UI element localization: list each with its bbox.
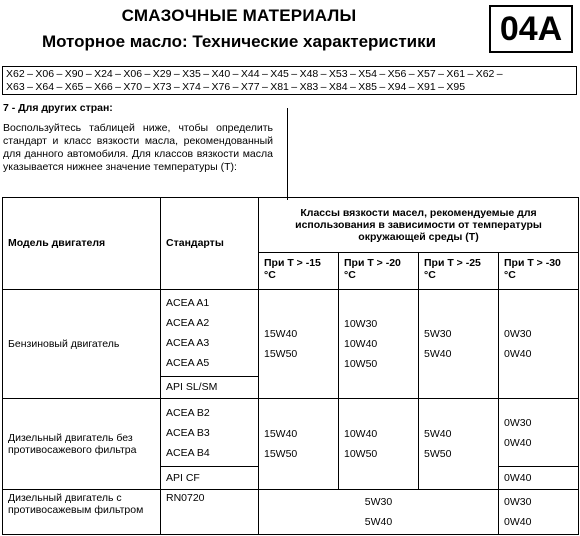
row-petrol-api: API SL/SM	[161, 376, 259, 398]
vehicle-models-list	[2, 66, 577, 95]
row-diesel-nodpf-t30: 0W30 0W40	[499, 398, 579, 467]
header-classes: Классы вязкости масел, рекомендуемые для использования в зависимости от температуры окружающей среды (T)	[259, 198, 579, 253]
row-diesel-dpf-model: Дизельный двигатель с противосажевым фильтром	[3, 489, 161, 534]
section-intro: Воспользуйтесь таблицей ниже, чтобы определить стандарт и класс вязкости масла, рекомендованный для данного автомобиля. Для классов вязкости масла указывается нижнее значение температуры (T):	[3, 122, 273, 173]
row-petrol-t15: 15W40 15W50	[259, 289, 339, 398]
header-temp-30: При T > -30 °C	[499, 253, 579, 289]
callout-line	[287, 108, 288, 200]
row-petrol-t30: 0W30 0W40	[499, 289, 579, 398]
header-model: Модель двигателя	[3, 198, 161, 290]
viscosity-table	[2, 197, 579, 535]
row-petrol-t20: 10W30 10W40 10W50	[339, 289, 419, 398]
header-temp-15: При T > -15 °C	[259, 253, 339, 289]
row-diesel-nodpf-t15: 15W40 15W50	[259, 398, 339, 489]
row-diesel-dpf-temps: 5W30 5W40	[259, 489, 499, 534]
row-diesel-nodpf-model: Дизельный двигатель без противосажевого фильтра	[3, 398, 161, 489]
row-petrol-t25: 5W30 5W40	[419, 289, 499, 398]
models-line-1: X62 – X06 – X90 – X24 – X06 – X29 – X35 – X40 – X44 – X45 – X48 – X53 – X54 – X56 – X57 – X61 – X62 –	[6, 68, 503, 80]
page-title: СМАЗОЧНЫЕ МАТЕРИАЛЫ	[121, 6, 357, 25]
row-diesel-nodpf-api: API CF	[161, 467, 259, 489]
row-diesel-nodpf-t25: 5W40 5W50	[419, 398, 499, 489]
header-standards: Стандарты	[161, 198, 259, 290]
page-subtitle: Моторное масло: Технические характеристики	[41, 32, 437, 51]
section-code-badge: 04A	[489, 5, 573, 53]
row-petrol-standards: ACEA A1 ACEA A2 ACEA A3 ACEA A5	[161, 289, 259, 376]
row-diesel-dpf-standards: RN0720	[161, 489, 259, 534]
row-diesel-nodpf-t20: 10W40 10W50	[339, 398, 419, 489]
header-temp-25: При T > -25 °C	[419, 253, 499, 289]
row-diesel-nodpf-api-t30: 0W40	[499, 467, 579, 489]
row-diesel-nodpf-standards: ACEA B2 ACEA B3 ACEA B4	[161, 398, 259, 467]
section-title: 7 - Для других стран:	[3, 102, 113, 114]
row-diesel-dpf-t30: 0W30 0W40	[499, 489, 579, 534]
header-temp-20: При T > -20 °C	[339, 253, 419, 289]
row-petrol-model: Бензиновый двигатель	[3, 289, 161, 398]
models-line-2: X63 – X64 – X65 – X66 – X70 – X73 – X74 – X76 – X77 – X81 – X83 – X84 – X85 – X94 – X91 – X95	[6, 81, 466, 93]
